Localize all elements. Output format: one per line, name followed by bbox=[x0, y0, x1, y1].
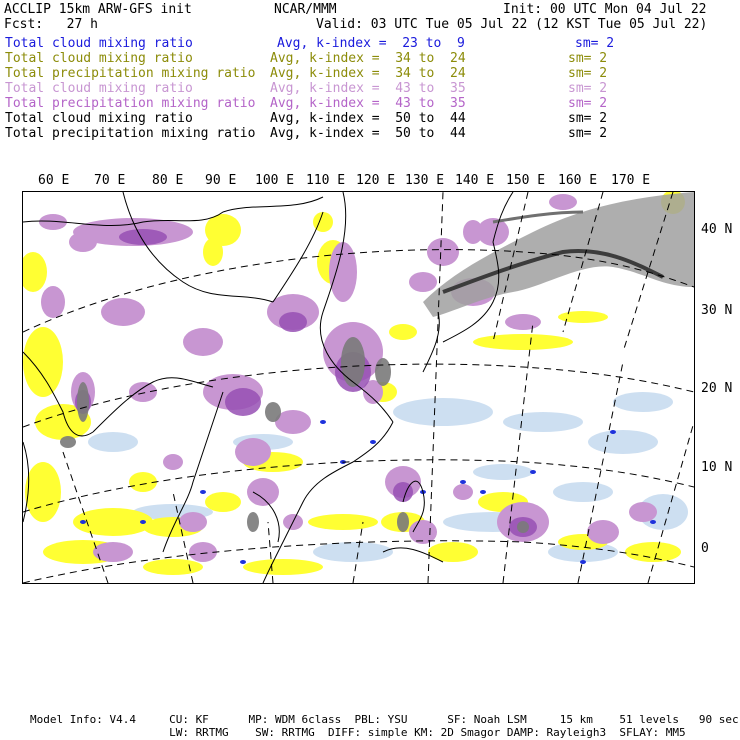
cloud-area-upper bbox=[409, 272, 437, 292]
field-name: Total cloud mixing ratio bbox=[5, 51, 193, 66]
light-precip-area bbox=[88, 432, 138, 452]
deep-convection-core bbox=[397, 512, 409, 532]
cloud-area-upper bbox=[329, 242, 357, 302]
cloud-area-upper bbox=[505, 314, 541, 330]
longitude-label: 140 E bbox=[455, 173, 495, 188]
light-precip-area bbox=[613, 392, 673, 412]
longitude-label: 130 E bbox=[405, 173, 445, 188]
model-info-line-2: LW: RRTMG SW: RRTMG DIFF: simple KM: 2D Smagor DAMP: Rayleigh3 SFLAY: MM5 bbox=[30, 726, 686, 739]
latitude-label: 20 N bbox=[701, 381, 733, 396]
light-precip-area bbox=[503, 412, 583, 432]
model-info-line-1: Model Info: V4.4 CU: KF MP: WDM 6class PBL: YSU SF: Noah LSM 15 km 51 levels 90 sec bbox=[30, 713, 739, 726]
init-time: Init: 00 UTC Mon 04 Jul 22 bbox=[503, 2, 707, 17]
field-avg: Avg, k-index = 50 to 44 bbox=[270, 126, 466, 141]
light-precip-area bbox=[393, 398, 493, 426]
cloud-area-mid bbox=[243, 559, 323, 575]
cloud-area-mid bbox=[25, 462, 61, 522]
longitude-label: 120 E bbox=[356, 173, 396, 188]
longitude-label: 160 E bbox=[558, 173, 598, 188]
cloud-area-upper bbox=[183, 328, 223, 356]
cloud-area-mid bbox=[428, 542, 478, 562]
longitude-gridline bbox=[503, 322, 533, 583]
field-name: Total cloud mixing ratio bbox=[5, 81, 193, 96]
field-avg: Avg, k-index = 34 to 24 bbox=[270, 51, 466, 66]
intense-precip-spot bbox=[530, 470, 536, 474]
light-precip-area bbox=[313, 542, 393, 562]
light-precip-area bbox=[553, 482, 613, 502]
model-title: ACCLIP 15km ARW-GFS init bbox=[4, 2, 192, 17]
longitude-label: 150 E bbox=[506, 173, 546, 188]
cloud-area-upper bbox=[93, 542, 133, 562]
deep-convection-core bbox=[77, 382, 89, 422]
intense-precip-spot bbox=[460, 480, 466, 484]
field-name: Total cloud mixing ratio bbox=[5, 36, 193, 51]
cloud-area-upper bbox=[247, 478, 279, 506]
cloud-area-mid bbox=[23, 327, 63, 397]
cloud-area-mid bbox=[143, 559, 203, 575]
field-smoothing: sm= 2 bbox=[568, 81, 608, 96]
field-avg: Avg, k-index = 43 to 35 bbox=[270, 81, 466, 96]
light-precip-area bbox=[588, 430, 658, 454]
cloud-area-mid bbox=[23, 252, 47, 292]
map-panel bbox=[22, 191, 695, 584]
org-label: NCAR/MMM bbox=[274, 2, 337, 17]
intense-precip-spot bbox=[580, 560, 586, 564]
cloud-area-upper bbox=[101, 298, 145, 326]
field-avg: Avg, k-index = 34 to 24 bbox=[270, 66, 466, 81]
deep-convection-core bbox=[60, 436, 76, 448]
longitude-label: 170 E bbox=[611, 173, 651, 188]
intense-precip-spot bbox=[140, 520, 146, 524]
intense-precip-spot bbox=[370, 440, 376, 444]
latitude-label: 10 N bbox=[701, 460, 733, 475]
precip-area-upper bbox=[119, 229, 167, 245]
cloud-area-mid bbox=[308, 514, 378, 530]
field-smoothing: sm= 2 bbox=[568, 51, 608, 66]
field-smoothing: sm= 2 bbox=[575, 36, 615, 51]
field-name: Total cloud mixing ratio bbox=[5, 111, 193, 126]
field-name: Total precipitation mixing ratio bbox=[5, 66, 256, 81]
cloud-area-upper bbox=[453, 484, 473, 500]
intense-precip-spot bbox=[610, 430, 616, 434]
field-smoothing: sm= 2 bbox=[568, 126, 608, 141]
deep-convection-core bbox=[375, 358, 391, 386]
cloud-area-upper bbox=[427, 238, 459, 266]
longitude-label: 110 E bbox=[306, 173, 346, 188]
intense-precip-spot bbox=[650, 520, 656, 524]
longitude-label: 60 E bbox=[38, 173, 70, 188]
field-avg: Avg, k-index = 23 to 9 bbox=[277, 36, 465, 51]
cloud-area-mid bbox=[558, 311, 608, 323]
deep-convection-core bbox=[517, 521, 529, 533]
coastline bbox=[123, 192, 273, 302]
map-canvas bbox=[23, 192, 694, 583]
cloud-area-upper bbox=[549, 194, 577, 210]
field-smoothing: sm= 2 bbox=[568, 96, 608, 111]
cloud-area-mid bbox=[203, 238, 223, 266]
longitude-label: 80 E bbox=[152, 173, 184, 188]
field-avg: Avg, k-index = 43 to 35 bbox=[270, 96, 466, 111]
intense-precip-spot bbox=[200, 490, 206, 494]
light-precip-area bbox=[473, 464, 533, 480]
field-name: Total precipitation mixing ratio bbox=[5, 126, 256, 141]
latitude-label: 40 N bbox=[701, 222, 733, 237]
deep-convection-core bbox=[247, 512, 259, 532]
latitude-label: 30 N bbox=[701, 303, 733, 318]
latitude-label: 0 bbox=[701, 541, 709, 556]
cloud-area-upper bbox=[69, 232, 97, 252]
longitude-label: 70 E bbox=[94, 173, 126, 188]
valid-time: Valid: 03 UTC Tue 05 Jul 22 (12 KST Tue 05 Jul 22) bbox=[316, 17, 708, 32]
precip-area-upper bbox=[225, 388, 261, 416]
cloud-area-upper bbox=[179, 512, 207, 532]
cloud-area-upper bbox=[463, 220, 483, 244]
coastline bbox=[23, 197, 323, 226]
intense-precip-spot bbox=[320, 420, 326, 424]
field-smoothing: sm= 2 bbox=[568, 111, 608, 126]
cloud-area-upper bbox=[163, 454, 183, 470]
cloud-area-mid bbox=[625, 542, 681, 562]
intense-precip-spot bbox=[480, 490, 486, 494]
longitude-label: 100 E bbox=[255, 173, 295, 188]
cloud-area-mid bbox=[389, 324, 417, 340]
cloud-area-upper bbox=[41, 286, 65, 318]
cloud-area-upper bbox=[129, 382, 157, 402]
cloud-area-upper bbox=[629, 502, 657, 522]
forecast-hour: Fcst: 27 h bbox=[4, 17, 98, 32]
cloud-area-mid bbox=[205, 492, 241, 512]
field-smoothing: sm= 2 bbox=[568, 66, 608, 81]
intense-precip-spot bbox=[80, 520, 86, 524]
cloud-area-upper bbox=[587, 520, 619, 544]
precip-area-upper bbox=[279, 312, 307, 332]
field-name: Total precipitation mixing ratio bbox=[5, 96, 256, 111]
cloud-area-upper bbox=[235, 438, 271, 466]
deep-convection-core bbox=[341, 337, 365, 387]
intense-precip-spot bbox=[240, 560, 246, 564]
longitude-label: 90 E bbox=[205, 173, 237, 188]
cloud-area-mid bbox=[473, 334, 573, 350]
deep-convection-core bbox=[265, 402, 281, 422]
field-avg: Avg, k-index = 50 to 44 bbox=[270, 111, 466, 126]
